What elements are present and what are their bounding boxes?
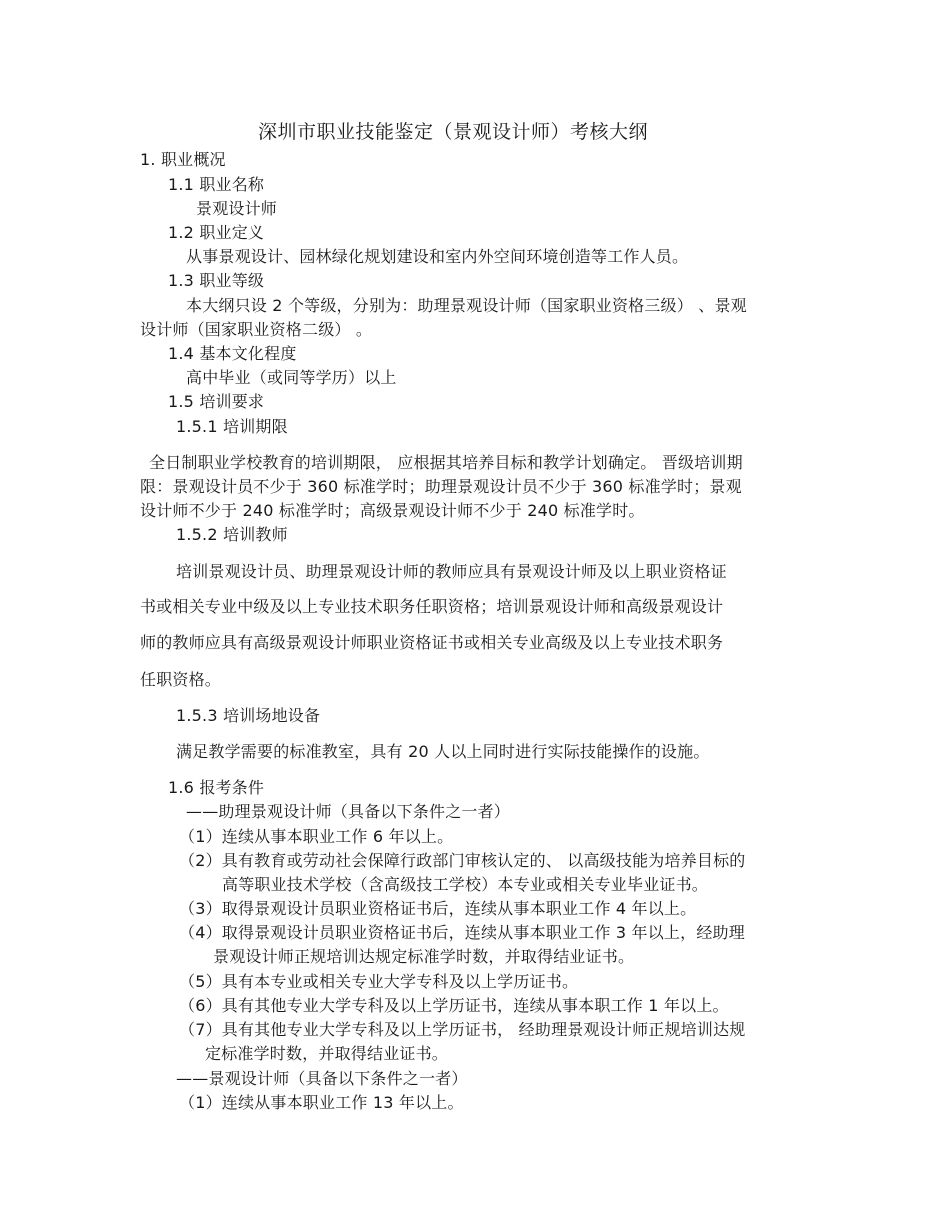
list-item: （6）具有其他专业大学专科及以上学历证书，连续从事本职工作 1 年以上。 [179, 996, 729, 1015]
text-line: ——助理景观设计师（具备以下条件之一者） [186, 802, 511, 821]
text-line: 任职资格。 [140, 670, 222, 689]
list-item-continuation: 定标准学时数，并取得结业证书。 [205, 1044, 449, 1063]
document-title: 深圳市职业技能鉴定（景观设计师）考核大纲 [258, 121, 649, 143]
subsection-heading: 1.4 基本文化程度 [168, 344, 297, 363]
text-line: 设计师不少于 240 标准学时；高级景观设计师不少于 240 标准学时。 [140, 501, 645, 520]
text-line: 景观设计师 [196, 199, 278, 218]
list-item-continuation: 高等职业技术学校（含高级技工学校）本专业或相关专业毕业证书。 [222, 875, 709, 894]
section-heading: 1. 职业概况 [140, 150, 226, 169]
list-item: （2）具有教育或劳动社会保障行政部门审核认定的、 以高级技能为培养目标的 [179, 851, 746, 870]
list-item: （3）取得景观设计员职业资格证书后，连续从事本职业工作 4 年以上。 [179, 899, 697, 918]
text-line: 限：景观设计员不少于 360 标准学时；助理景观设计员不少于 360 标准学时；景观 [140, 477, 742, 496]
subsection-heading: 1.6 报考条件 [168, 778, 265, 797]
subsubsection-heading: 1.5.3 培训场地设备 [176, 706, 321, 725]
text-line: 全日制职业学校教育的培训期限， 应根据其培养目标和教学计划确定。 晋级培训期 [149, 453, 743, 472]
subsection-heading: 1.3 职业等级 [168, 271, 265, 290]
list-item: （1）连续从事本职业工作 6 年以上。 [179, 827, 454, 846]
subsection-heading: 1.2 职业定义 [168, 223, 265, 242]
list-item: （7）具有其他专业大学专科及以上学历证书， 经助理景观设计师正规培训达规 [179, 1020, 746, 1039]
text-line: 书或相关专业中级及以上专业技术职务任职资格；培训景观设计师和高级景观设计 [140, 597, 724, 616]
subsubsection-heading: 1.5.1 培训期限 [176, 417, 288, 436]
text-line: 满足教学需要的标准教室，具有 20 人以上同时进行实际技能操作的设施。 [176, 742, 710, 761]
subsubsection-heading: 1.5.2 培训教师 [176, 525, 288, 544]
list-item: （4）取得景观设计员职业资格证书后，连续从事本职业工作 3 年以上，经助理 [179, 923, 745, 942]
text-line: 从事景观设计、园林绿化规划建设和室内外空间环境创造等工作人员。 [186, 247, 689, 266]
text-line: 本大纲只设 2 个等级，分别为：助理景观设计师（国家职业资格三级） 、景观 [186, 296, 747, 315]
subsection-heading: 1.1 职业名称 [168, 175, 265, 194]
subsection-heading: 1.5 培训要求 [168, 392, 265, 411]
list-item: （1）连续从事本职业工作 13 年以上。 [179, 1093, 464, 1112]
text-line: 设计师（国家职业资格二级） 。 [140, 320, 373, 339]
list-item-continuation: 景观设计师正规培训达规定标准学时数，并取得结业证书。 [213, 947, 635, 966]
text-line: 高中毕业（或同等学历）以上 [186, 368, 397, 387]
list-item: （5）具有本专业或相关专业大学专科及以上学历证书。 [179, 972, 579, 991]
text-line: ——景观设计师（具备以下条件之一者） [176, 1069, 468, 1088]
text-line: 师的教师应具有高级景观设计师职业资格证书或相关专业高级及以上专业技术职务 [140, 633, 724, 652]
text-line: 培训景观设计员、助理景观设计师的教师应具有景观设计师及以上职业资格证 [176, 562, 727, 581]
